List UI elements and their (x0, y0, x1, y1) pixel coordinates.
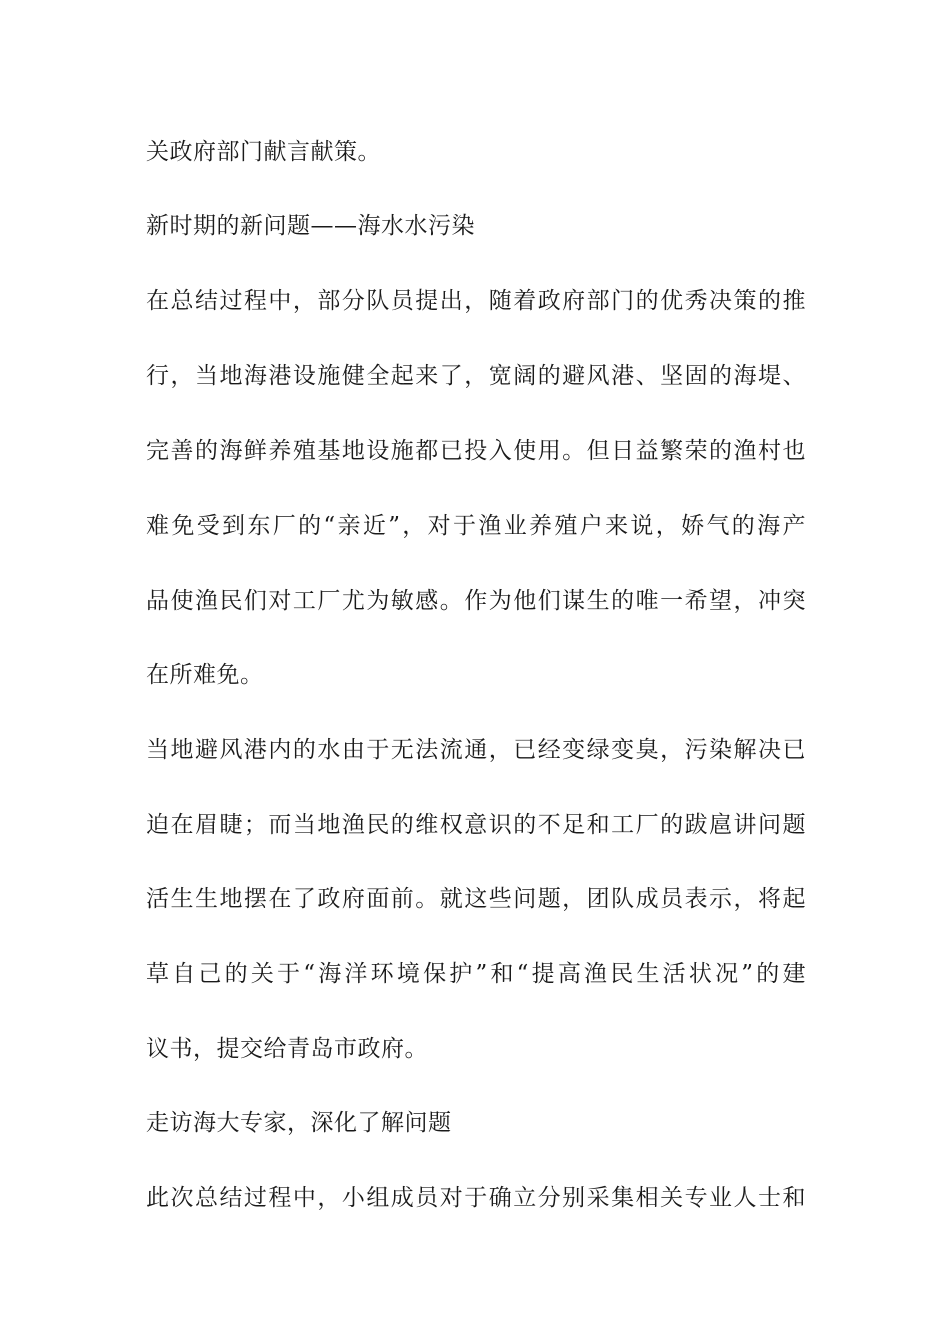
paragraph-line: 当地避风港内的水由于无法流通，已经变绿变臭，污染解决已 (146, 737, 806, 763)
paragraph-line: 品使渔民们对工厂尤为敏感。作为他们谋生的唯一希望，冲突 (146, 588, 806, 614)
paragraph-line: 难免受到东厂的“亲近”，对于渔业养殖户来说，娇气的海产 (146, 513, 806, 539)
paragraph-line: 完善的海鲜养殖基地设施都已投入使用。但日益繁荣的渔村也 (146, 438, 806, 464)
section-heading: 新时期的新问题——海水水污染 (146, 213, 475, 239)
paragraph-line: 迫在眉睫；而当地渔民的维权意识的不足和工厂的跋扈讲问题 (146, 812, 806, 838)
paragraph-line: 关政府部门献言献策。 (146, 139, 381, 165)
paragraph-line: 活生生地摆在了政府面前。就这些问题，团队成员表示，将起 (146, 886, 806, 912)
paragraph-line: 议书，提交给青岛市政府。 (146, 1036, 428, 1062)
paragraph-line: 在总结过程中，部分队员提出，随着政府部门的优秀决策的推 (146, 288, 806, 314)
section-heading: 走访海大专家，深化了解问题 (146, 1110, 452, 1136)
paragraph-line: 草自己的关于“海洋环境保护”和“提高渔民生活状况”的建 (146, 961, 806, 987)
paragraph-line: 行，当地海港设施健全起来了，宽阔的避风港、坚固的海堤、 (146, 363, 806, 389)
paragraph-line: 在所难免。 (146, 662, 264, 688)
paragraph-line: 此次总结过程中，小组成员对于确立分别采集相关专业人士和 (146, 1185, 806, 1211)
